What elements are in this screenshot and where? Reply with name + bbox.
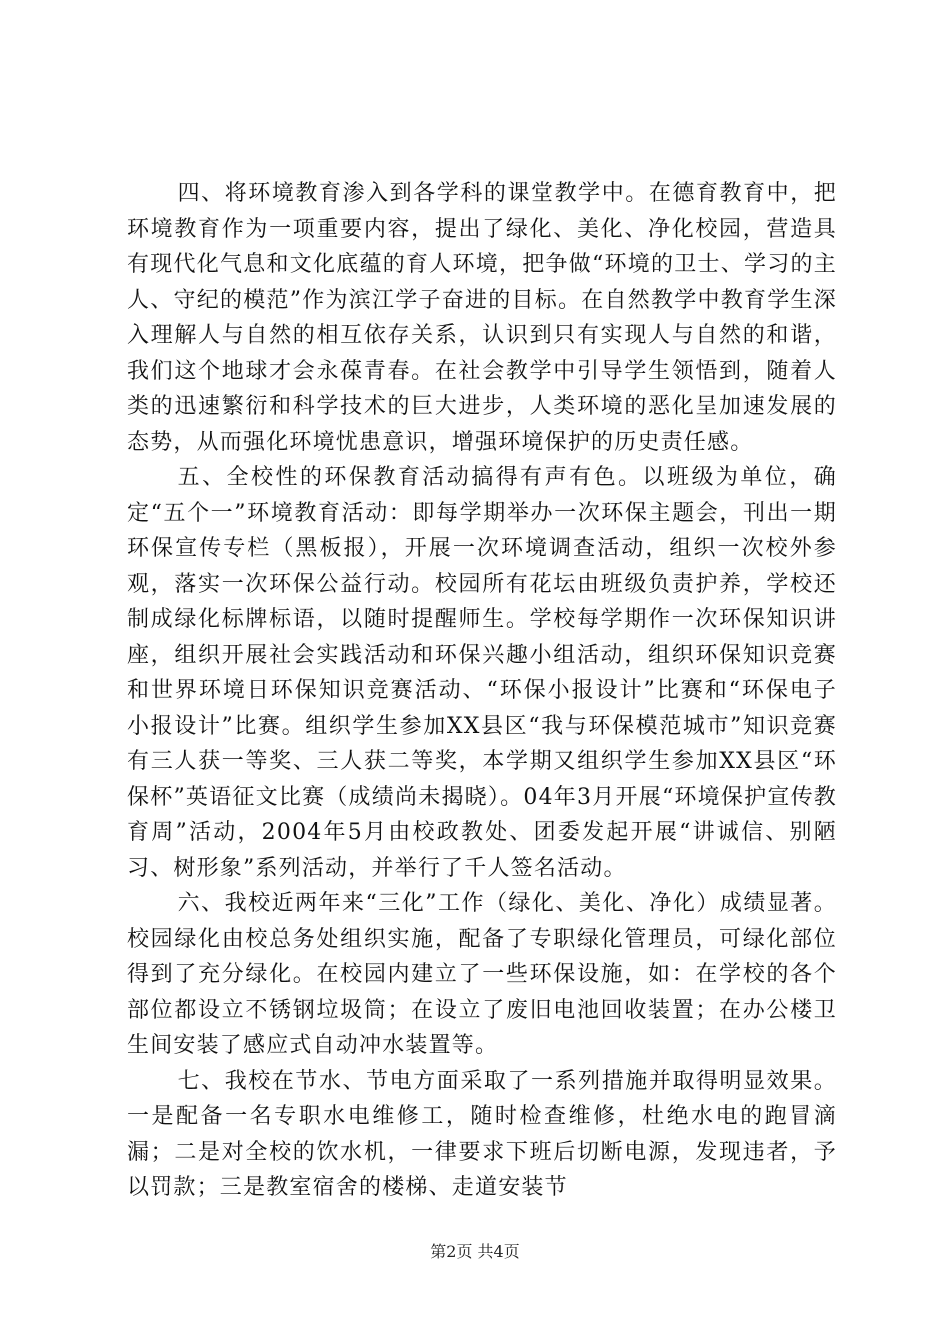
page-footer: 第2页 共4页: [430, 1242, 520, 1261]
paragraph-5: 五、全校性的环保教育活动搞得有声有色。以班级为单位，确定“五个一”环境教育活动：即每学期举办一次环保主题会，刊出一期环保宣传专栏（黑板报），开展一次环境调查活动，组织一次校外参观，落实一次环保公益行动。校园所有花坛由班级负责护养，学校还制成绿化标牌标语，以随时提醒师生。学校每学期作一次环保知识讲座，组织开展社会实践活动和环保兴趣小组活动，组织环保知识竞赛和世界环境日环保知识竞赛活动、“环保小报设计”比赛和“环保电子小报设计”比赛。组织学生参加XX县区“我与环保模范城市”知识竞赛有三人获一等奖、三人获二等奖，本学期又组织学生参加XX县区“环保杯”英语征文比赛（成绩尚未揭晓）。04年3月开展“环境保护宣传教育周”活动，2004年5月由校政教处、团委发起开展“讲诚信、别陋习、树形象”系列活动，并举行了千人签名活动。: [127, 465, 837, 881]
paragraph-6: 六、我校近两年来“三化”工作（绿化、美化、净化）成绩显著。校园绿化由校总务处组织实施，配备了专职绿化管理员，可绿化部位得到了充分绿化。在校园内建立了一些环保设施，如：在学校的各个部位都设立不锈钢垃圾筒；在设立了废旧电池回收装置；在办公楼卫生间安装了感应式自动冲水装置等。: [127, 891, 837, 1058]
document-body: [127, 176, 837, 1206]
paragraph-7: 七、我校在节水、节电方面采取了一系列措施并取得明显效果。一是配备一名专职水电维修工，随时检查维修，杜绝水电的跑冒滴漏；二是对全校的饮水机，一律要求下班后切断电源，发现违者，予以罚款；三是教室宿舍的楼梯、走道安装节: [127, 1068, 837, 1200]
paragraph-4: 四、将环境教育渗入到各学科的课堂教学中。在德育教育中，把环境教育作为一项重要内容，提出了绿化、美化、净化校园，营造具有现代化气息和文化底蕴的育人环境，把争做“环境的卫士、学习的主人、守纪的模范”作为滨江学子奋进的目标。在自然教学中教育学生深入理解人与自然的相互依存关系，认识到只有实现人与自然的和谐，我们这个地球才会永葆青春。在社会教学中引导学生领悟到，随着人类的迅速繁衍和科学技术的巨大进步，人类环境的恶化呈加速发展的态势，从而强化环境忧患意识，增强环境保护的历史责任感。: [127, 181, 837, 455]
